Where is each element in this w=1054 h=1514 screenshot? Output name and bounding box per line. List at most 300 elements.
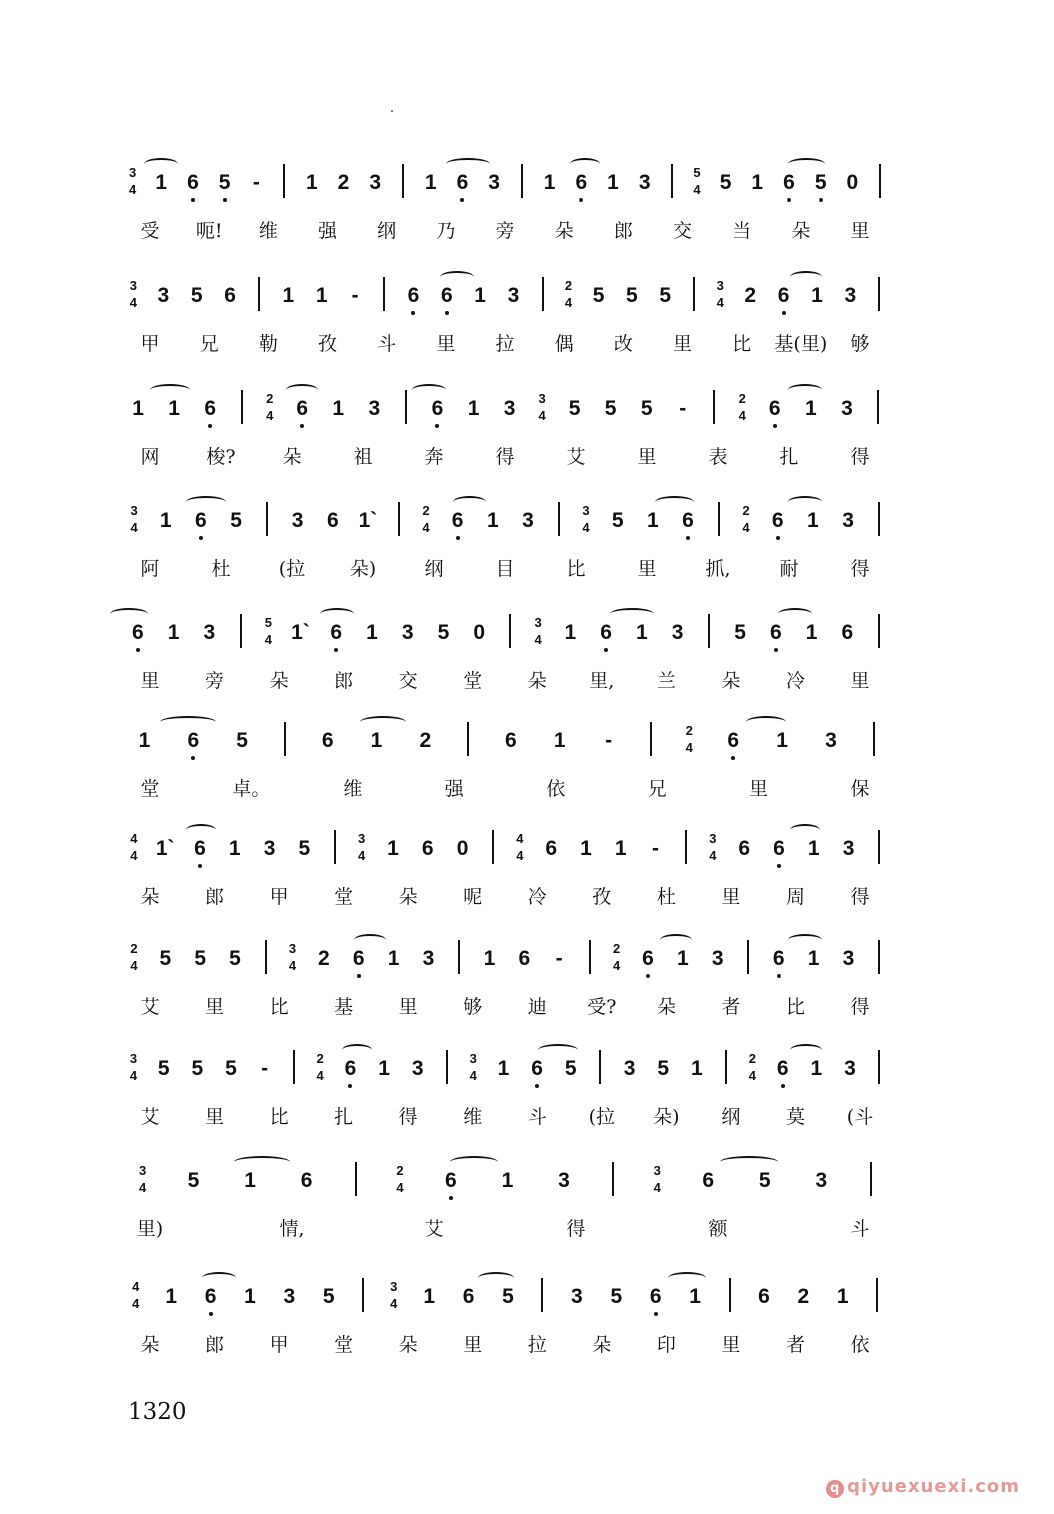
dash: - xyxy=(351,284,359,307)
time-signature xyxy=(535,392,549,422)
time-signature-bottom: 4 xyxy=(130,848,138,863)
note: 6 xyxy=(187,729,200,752)
bar-line xyxy=(693,277,695,311)
lyric-syllable: 维 xyxy=(463,1106,483,1128)
lyric-syllable: (拉 xyxy=(588,1106,616,1128)
lyric-syllable: 改 xyxy=(613,333,633,355)
lyric-syllable: 里 xyxy=(749,778,769,800)
lyric-syllable: 堂 xyxy=(140,778,160,800)
time-signature-top: 2 xyxy=(748,1051,756,1066)
note: 1 xyxy=(646,509,659,532)
note: 5 xyxy=(230,509,242,532)
slur xyxy=(788,496,822,508)
lyric-syllable: 情, xyxy=(279,1218,305,1240)
note: 5 xyxy=(719,171,732,194)
lyric-syllable: 印 xyxy=(656,1334,676,1356)
note: 3 xyxy=(369,171,382,194)
bar-line xyxy=(878,830,880,864)
time-signature xyxy=(355,832,369,862)
note: 3 xyxy=(522,509,534,532)
lyric-syllable: 够 xyxy=(850,333,870,355)
time-signature xyxy=(739,504,753,534)
lyric-syllable: 朵) xyxy=(653,1106,680,1128)
note: 3 xyxy=(825,729,837,752)
lyric-syllable: 梭? xyxy=(206,446,236,468)
lyric-syllable: 朵 xyxy=(140,1334,160,1356)
bar-line xyxy=(398,502,400,536)
note: 1 xyxy=(836,1285,849,1308)
note: 1` xyxy=(291,621,310,644)
lyric-syllable: 旁 xyxy=(205,670,225,692)
time-signature-top: 3 xyxy=(716,278,724,293)
lyric-syllable: 网 xyxy=(140,446,160,468)
time-signature-top: 2 xyxy=(316,1051,324,1066)
lyric-syllable: 甲 xyxy=(140,333,160,355)
lyric-syllable: 朵 xyxy=(592,1334,612,1356)
octave-dot xyxy=(686,536,690,540)
note: 1 xyxy=(564,621,577,644)
slur xyxy=(320,608,354,620)
lyric-syllable: 里 xyxy=(672,333,693,355)
note: 6 xyxy=(352,947,365,970)
time-signature xyxy=(126,279,140,309)
note: 1 xyxy=(366,621,378,644)
note: 5 xyxy=(218,171,231,194)
note: 1 xyxy=(804,397,817,420)
time-signature xyxy=(745,1052,759,1082)
note: 1` xyxy=(358,509,378,532)
lyric-syllable: 扎 xyxy=(334,1106,354,1128)
bar-line xyxy=(383,277,385,311)
octave-dot xyxy=(411,311,415,315)
note: 2 xyxy=(744,284,757,307)
slur xyxy=(186,496,226,508)
lyric-syllable: 艾 xyxy=(140,996,160,1018)
time-signature-top: 5 xyxy=(264,615,272,630)
time-signature-top: 3 xyxy=(129,1051,138,1066)
note: 3 xyxy=(711,947,724,970)
note: 3 xyxy=(571,1285,583,1308)
time-signature-bottom: 4 xyxy=(693,182,701,197)
octave-dot xyxy=(579,198,583,202)
watermark-logo-icon: q xyxy=(826,1480,844,1498)
note: 5 xyxy=(187,1169,200,1192)
time-signature-bottom: 4 xyxy=(538,408,546,423)
time-signature-top: 3 xyxy=(129,278,137,293)
slur xyxy=(778,608,812,620)
note: 1` xyxy=(155,837,175,860)
bar-line xyxy=(878,940,880,974)
bar-line xyxy=(458,940,460,974)
bar-line xyxy=(589,940,591,974)
time-signature-bottom: 4 xyxy=(316,1068,324,1083)
lyric-syllable: 得 xyxy=(850,446,870,468)
note: 5 xyxy=(568,397,581,420)
lyric-syllable: 朵 xyxy=(269,670,289,692)
lyric-syllable: 受? xyxy=(587,996,617,1018)
note: 6 xyxy=(421,837,434,860)
note: 6 xyxy=(445,1169,457,1192)
lyric-syllable: 里 xyxy=(398,996,418,1018)
lyric-syllable: 迪 xyxy=(527,996,547,1018)
note: 1 xyxy=(387,837,399,860)
time-signature-top: 3 xyxy=(709,831,717,846)
time-signature-bottom: 4 xyxy=(396,1180,404,1195)
time-signature xyxy=(127,832,141,862)
lyric-syllable: 堂 xyxy=(334,1334,354,1356)
lyric-syllable: 甲 xyxy=(269,886,289,908)
note: 1 xyxy=(807,947,820,970)
time-signature-top: 2 xyxy=(613,941,621,956)
lyric-syllable: 得 xyxy=(398,1106,418,1128)
lyric-syllable: 艾 xyxy=(566,446,586,468)
bar-line xyxy=(650,722,652,756)
slur xyxy=(610,608,654,620)
note: 3 xyxy=(815,1169,828,1192)
lyric-syllable: 里, xyxy=(589,670,615,692)
note: 0 xyxy=(456,837,469,860)
slur xyxy=(234,1156,290,1168)
lyric-syllable: 孜 xyxy=(317,333,338,355)
note: 1 xyxy=(474,284,486,307)
note: 3 xyxy=(623,1057,636,1080)
note: 6 xyxy=(531,1057,543,1080)
bar-line xyxy=(671,164,673,198)
octave-dot xyxy=(435,424,439,428)
lyric-syllable: 孜 xyxy=(592,886,612,908)
lyric-syllable: 纲 xyxy=(377,220,397,242)
time-signature-bottom: 4 xyxy=(653,1180,661,1195)
bar-line xyxy=(877,390,879,424)
note: 3 xyxy=(263,837,276,860)
note: 6 xyxy=(456,171,469,194)
lyric-syllable: 额 xyxy=(708,1218,728,1240)
lyric-syllable: 耐 xyxy=(779,558,799,580)
time-signature-bottom: 4 xyxy=(288,958,297,973)
lyric-syllable: 里 xyxy=(637,446,657,468)
note: 5 xyxy=(194,947,206,970)
note: 6 xyxy=(649,1285,662,1308)
octave-dot xyxy=(449,1196,453,1200)
note: 5 xyxy=(437,621,450,644)
note: 1 xyxy=(467,397,480,420)
lyric-syllable: 朵) xyxy=(349,558,377,580)
note: 2 xyxy=(337,171,350,194)
lyric-syllable: 呢 xyxy=(463,886,483,908)
octave-dot xyxy=(535,1084,539,1088)
lyric-syllable: 纲 xyxy=(721,1106,741,1128)
note: 1 xyxy=(553,729,566,752)
slur xyxy=(478,1272,514,1284)
lyric-syllable: 朵 xyxy=(721,670,741,692)
time-signature-bottom: 4 xyxy=(264,632,272,647)
time-signature-bottom: 4 xyxy=(716,295,724,310)
time-signature xyxy=(127,504,141,534)
lyric-syllable: 拉 xyxy=(495,333,515,355)
bar-line xyxy=(725,1050,727,1084)
note: 3 xyxy=(488,171,500,194)
note: 3 xyxy=(503,397,516,420)
dash: - xyxy=(555,947,563,970)
time-signature-top: 2 xyxy=(742,503,750,518)
note: 2 xyxy=(797,1285,810,1308)
slur xyxy=(412,384,446,396)
lyric-syllable: 强 xyxy=(317,220,338,242)
bar-line xyxy=(492,830,494,864)
octave-dot xyxy=(445,311,449,315)
time-signature-top: 3 xyxy=(534,615,542,630)
lyric-syllable: 朵 xyxy=(791,220,811,242)
time-signature-top: 3 xyxy=(138,1163,147,1178)
octave-dot xyxy=(223,198,227,202)
note: 5 xyxy=(592,284,605,307)
note: 0 xyxy=(473,621,486,644)
print-speck xyxy=(391,110,393,112)
lyric-syllable: 朵 xyxy=(656,996,676,1018)
slur xyxy=(790,1044,822,1056)
bar-line xyxy=(685,830,687,864)
octave-dot xyxy=(209,1312,213,1316)
time-signature-bottom: 4 xyxy=(130,520,138,535)
lyric-syllable: 保 xyxy=(850,778,870,800)
time-signature-top: 2 xyxy=(738,391,746,406)
note: 5 xyxy=(758,1169,771,1192)
note: 1 xyxy=(228,837,241,860)
note: 1 xyxy=(168,397,180,420)
note: 1 xyxy=(244,1285,256,1308)
octave-dot xyxy=(731,756,735,760)
lyric-syllable: 拉 xyxy=(527,1334,547,1356)
time-signature xyxy=(136,1164,150,1194)
note: 1 xyxy=(483,947,496,970)
note: 6 xyxy=(300,1169,313,1192)
time-signature xyxy=(261,616,275,646)
watermark-text: qiyuexuexi.com xyxy=(847,1476,1020,1497)
lyric-syllable: 斗 xyxy=(527,1106,547,1128)
slur xyxy=(790,824,820,836)
note: 3 xyxy=(842,509,854,532)
time-signature-top: 4 xyxy=(132,1279,140,1294)
note: 6 xyxy=(773,837,785,860)
time-signature xyxy=(466,1052,480,1082)
note: 5 xyxy=(322,1285,335,1308)
note: 5 xyxy=(191,1057,204,1080)
watermark xyxy=(826,1476,1020,1498)
lyric-syllable: 里 xyxy=(850,670,870,692)
time-signature-top: 3 xyxy=(130,503,138,518)
lyric-syllable: 斗 xyxy=(850,1218,870,1240)
lyric-syllable: 者 xyxy=(721,996,741,1018)
slur xyxy=(440,271,474,283)
bar-line xyxy=(870,1162,872,1196)
note: 1 xyxy=(677,947,689,970)
octave-dot xyxy=(782,311,786,315)
time-signature-bottom: 4 xyxy=(709,848,717,863)
note: 5 xyxy=(611,509,624,532)
time-signature xyxy=(387,1280,401,1310)
lyric-syllable: 朵 xyxy=(140,886,160,908)
note: 6 xyxy=(330,621,343,644)
note: 3 xyxy=(558,1169,570,1192)
lyric-syllable: 比 xyxy=(269,1106,289,1128)
time-signature-bottom: 4 xyxy=(138,1180,147,1195)
lyric-syllable: 里 xyxy=(850,220,870,242)
lyric-syllable: 得 xyxy=(850,996,870,1018)
time-signature-top: 3 xyxy=(288,941,297,956)
bar-line xyxy=(729,1278,731,1312)
octave-dot xyxy=(460,198,464,202)
slur xyxy=(746,716,786,728)
note: 1 xyxy=(580,837,592,860)
time-signature-bottom: 4 xyxy=(129,182,137,197)
lyric-syllable: 当 xyxy=(732,220,752,242)
note: 3 xyxy=(291,509,304,532)
time-signature-bottom: 4 xyxy=(469,1068,477,1083)
bar-line xyxy=(713,390,715,424)
time-signature xyxy=(313,1052,327,1082)
bar-line xyxy=(355,1162,357,1196)
lyric-syllable: 呃! xyxy=(195,220,223,242)
lyric-syllable: 纲 xyxy=(424,558,444,580)
note: 6 xyxy=(772,947,785,970)
lyric-syllable: 抓, xyxy=(705,558,731,580)
time-signature-bottom: 4 xyxy=(582,520,590,535)
octave-dot xyxy=(773,424,777,428)
octave-dot xyxy=(654,1312,658,1316)
time-signature xyxy=(562,279,576,309)
note: 6 xyxy=(783,171,795,194)
lyric-syllable: 奔 xyxy=(424,446,444,468)
note: 6 xyxy=(204,1285,217,1308)
lyric-syllable: 得 xyxy=(850,558,870,580)
note: 5 xyxy=(298,837,311,860)
time-signature xyxy=(531,616,545,646)
slur xyxy=(144,158,178,170)
bar-line xyxy=(284,722,286,756)
time-signature-bottom: 4 xyxy=(130,958,138,973)
lyric-syllable: 朵 xyxy=(527,670,547,692)
slur xyxy=(354,934,386,946)
bar-line xyxy=(266,502,268,536)
time-signature-top: 4 xyxy=(130,831,138,846)
note: 6 xyxy=(768,397,781,420)
lyric-syllable: 冷 xyxy=(527,886,547,908)
note: 3 xyxy=(283,1285,296,1308)
time-signature xyxy=(610,942,624,972)
note: 6 xyxy=(545,837,558,860)
slur xyxy=(446,158,490,170)
lyric-syllable: 得 xyxy=(850,886,870,908)
time-signature xyxy=(690,166,704,196)
bar-line xyxy=(878,277,880,311)
bar-line xyxy=(258,277,260,311)
slur xyxy=(110,608,148,620)
note: 1 xyxy=(132,397,144,420)
lyric-syllable: 郎 xyxy=(205,886,225,908)
note: 6 xyxy=(321,729,334,752)
lyric-syllable: 兄 xyxy=(647,778,667,800)
time-signature-top: 4 xyxy=(516,831,524,846)
note: 2 xyxy=(419,729,432,752)
slur xyxy=(160,716,216,728)
note: 6 xyxy=(642,947,654,970)
time-signature-top: 3 xyxy=(390,1279,398,1294)
slur xyxy=(720,1156,778,1168)
lyric-syllable: 周 xyxy=(785,886,805,908)
time-signature xyxy=(286,942,300,972)
time-signature-bottom: 4 xyxy=(129,295,137,310)
note: 5 xyxy=(159,947,172,970)
lyric-syllable: 朵 xyxy=(554,220,574,242)
lyric-syllable: 杜 xyxy=(656,886,676,908)
octave-dot xyxy=(191,198,195,202)
time-signature-bottom: 4 xyxy=(266,408,274,423)
slur xyxy=(668,1272,706,1284)
time-signature xyxy=(263,392,277,422)
time-signature-bottom: 4 xyxy=(516,848,524,863)
bar-line xyxy=(446,1050,448,1084)
octave-dot xyxy=(334,648,338,652)
slur xyxy=(342,1044,372,1056)
note: 1 xyxy=(244,1169,256,1192)
note: 5 xyxy=(640,397,653,420)
time-signature xyxy=(579,504,593,534)
slur xyxy=(788,934,822,946)
note: 3 xyxy=(401,621,414,644)
note: 5 xyxy=(734,621,746,644)
lyric-syllable: 朵 xyxy=(398,1334,418,1356)
lyric-syllable: 者 xyxy=(785,1334,805,1356)
time-signature-bottom: 4 xyxy=(358,848,366,863)
time-signature-top: 2 xyxy=(130,941,138,956)
slur xyxy=(538,1044,578,1056)
note: 1 xyxy=(689,1285,701,1308)
lyric-syllable: 得 xyxy=(566,1218,586,1240)
time-signature xyxy=(126,1052,140,1082)
octave-dot xyxy=(456,536,460,540)
time-signature xyxy=(393,1164,407,1194)
note: 1 xyxy=(810,1057,823,1080)
note: 1 xyxy=(543,171,556,194)
note: 5 xyxy=(236,729,248,752)
time-signature-top: 2 xyxy=(396,1163,404,1178)
octave-dot xyxy=(819,198,823,202)
lyric-syllable: (斗 xyxy=(846,1106,874,1128)
note: 6 xyxy=(682,509,694,532)
time-signature-top: 3 xyxy=(653,1163,661,1178)
slur xyxy=(202,1272,236,1284)
note: 1 xyxy=(807,837,820,860)
note: 6 xyxy=(777,284,790,307)
note: 5 xyxy=(814,171,827,194)
note: 1 xyxy=(423,1285,436,1308)
slur xyxy=(788,384,822,396)
slur xyxy=(790,271,822,283)
note: 3 xyxy=(157,284,170,307)
lyric-syllable: 旁 xyxy=(495,220,515,242)
lyric-syllable: 斗 xyxy=(377,333,397,355)
time-signature xyxy=(126,166,140,196)
bar-line xyxy=(509,614,511,648)
lyric-syllable: 里 xyxy=(721,1334,741,1356)
dash: - xyxy=(605,729,613,752)
note: 6 xyxy=(518,947,531,970)
lyric-syllable: 依 xyxy=(850,1334,870,1356)
bar-line xyxy=(265,940,267,974)
slur xyxy=(570,158,600,170)
lyric-syllable: 郎 xyxy=(334,670,354,692)
lyric-syllable: 郎 xyxy=(613,220,633,242)
